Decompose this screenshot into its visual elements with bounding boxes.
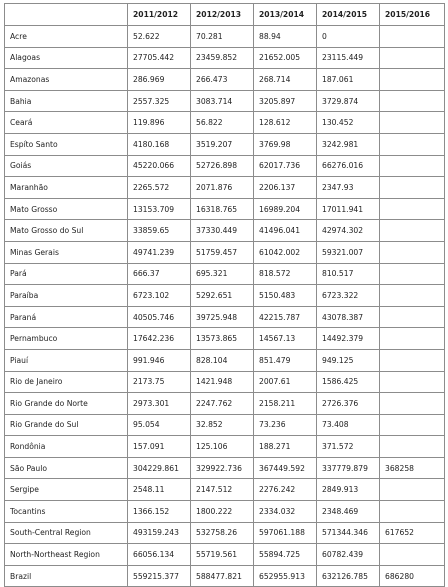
table-row: [5, 393, 445, 415]
region-name-cell: Pernambuco: [5, 328, 128, 350]
value-cell: 2247.762: [191, 393, 254, 415]
table-row: [5, 112, 445, 134]
region-name-cell: Paraná: [5, 306, 128, 328]
region-name-cell: Espíto Santo: [5, 133, 128, 155]
value-cell: 40505.746: [128, 306, 191, 328]
value-cell: 2276.242: [254, 479, 317, 501]
value-cell: 3242.981: [317, 133, 380, 155]
value-cell: 2548.11: [128, 479, 191, 501]
table-row: [5, 436, 445, 458]
value-cell: 128.612: [254, 112, 317, 134]
table-body: [5, 26, 445, 587]
table-row: [5, 263, 445, 285]
value-cell: 6723.102: [128, 285, 191, 307]
value-cell: 5292.651: [191, 285, 254, 307]
value-cell: 2265.572: [128, 177, 191, 199]
value-cell: 42215.787: [254, 306, 317, 328]
value-cell: 559215.377: [128, 565, 191, 587]
region-name-cell: Amazonas: [5, 69, 128, 91]
table-row: [5, 457, 445, 479]
value-cell: 666.37: [128, 263, 191, 285]
value-cell: 3205.897: [254, 90, 317, 112]
value-cell: 88.94: [254, 26, 317, 48]
header-cell-2013-2014: 2013/2014: [254, 4, 317, 26]
value-cell: 571344.346: [317, 522, 380, 544]
value-cell: 187.061: [317, 69, 380, 91]
value-cell: 2007.61: [254, 371, 317, 393]
value-cell: [380, 133, 445, 155]
value-cell: 17011.941: [317, 198, 380, 220]
value-cell: 14567.13: [254, 328, 317, 350]
value-cell: 3769.98: [254, 133, 317, 155]
value-cell: [380, 328, 445, 350]
value-cell: 62017.736: [254, 155, 317, 177]
header-cell-2011-2012: 2011/2012: [128, 4, 191, 26]
region-name-cell: Tocantins: [5, 501, 128, 523]
value-cell: 1586.425: [317, 371, 380, 393]
value-cell: [380, 436, 445, 458]
value-cell: 70.281: [191, 26, 254, 48]
region-name-cell: Alagoas: [5, 47, 128, 69]
value-cell: 1421.948: [191, 371, 254, 393]
value-cell: 157.091: [128, 436, 191, 458]
table-row: [5, 133, 445, 155]
value-cell: 5150.483: [254, 285, 317, 307]
value-cell: 266.473: [191, 69, 254, 91]
value-cell: 2348.469: [317, 501, 380, 523]
value-cell: 2071.876: [191, 177, 254, 199]
value-cell: [380, 285, 445, 307]
value-cell: [380, 177, 445, 199]
value-cell: 2849.913: [317, 479, 380, 501]
production-table: [4, 3, 445, 587]
header-cell-2014-2015: 2014/2015: [317, 4, 380, 26]
value-cell: 597061.188: [254, 522, 317, 544]
value-cell: [380, 393, 445, 415]
table-row: [5, 198, 445, 220]
value-cell: 2206.137: [254, 177, 317, 199]
value-cell: 16318.765: [191, 198, 254, 220]
value-cell: 14492.379: [317, 328, 380, 350]
value-cell: 13573.865: [191, 328, 254, 350]
value-cell: [380, 198, 445, 220]
value-cell: [380, 241, 445, 263]
region-name-cell: Goiás: [5, 155, 128, 177]
value-cell: 55894.725: [254, 544, 317, 566]
table-row: [5, 177, 445, 199]
value-cell: 949.125: [317, 349, 380, 371]
value-cell: 23115.449: [317, 47, 380, 69]
region-name-cell: North-Northeast Region: [5, 544, 128, 566]
value-cell: [380, 371, 445, 393]
table-row: [5, 47, 445, 69]
value-cell: 73.408: [317, 414, 380, 436]
value-cell: 52.622: [128, 26, 191, 48]
table-row: [5, 328, 445, 350]
value-cell: 21652.005: [254, 47, 317, 69]
table-row: [5, 69, 445, 91]
region-name-cell: Paraíba: [5, 285, 128, 307]
region-name-cell: Sergipe: [5, 479, 128, 501]
region-name-cell: Mato Grosso: [5, 198, 128, 220]
value-cell: 3083.714: [191, 90, 254, 112]
value-cell: 3519.207: [191, 133, 254, 155]
value-cell: [380, 306, 445, 328]
region-name-cell: Rondônia: [5, 436, 128, 458]
value-cell: [380, 479, 445, 501]
value-cell: 32.852: [191, 414, 254, 436]
value-cell: [380, 90, 445, 112]
region-name-cell: Maranhão: [5, 177, 128, 199]
value-cell: 119.896: [128, 112, 191, 134]
value-cell: 337779.879: [317, 457, 380, 479]
value-cell: [380, 220, 445, 242]
value-cell: 371.572: [317, 436, 380, 458]
region-name-cell: Acre: [5, 26, 128, 48]
value-cell: 188.271: [254, 436, 317, 458]
value-cell: 810.517: [317, 263, 380, 285]
value-cell: 367449.592: [254, 457, 317, 479]
region-name-cell: Rio de Janeiro: [5, 371, 128, 393]
value-cell: [380, 349, 445, 371]
value-cell: 2147.512: [191, 479, 254, 501]
value-cell: 16989.204: [254, 198, 317, 220]
table-row: [5, 501, 445, 523]
value-cell: 23459.852: [191, 47, 254, 69]
region-name-cell: Pará: [5, 263, 128, 285]
value-cell: 33859.65: [128, 220, 191, 242]
value-cell: 2726.376: [317, 393, 380, 415]
value-cell: 1366.152: [128, 501, 191, 523]
value-cell: 2173.75: [128, 371, 191, 393]
value-cell: 4180.168: [128, 133, 191, 155]
table-row: [5, 349, 445, 371]
value-cell: 6723.322: [317, 285, 380, 307]
region-name-cell: Minas Gerais: [5, 241, 128, 263]
value-cell: 130.452: [317, 112, 380, 134]
value-cell: 2347.93: [317, 177, 380, 199]
table-row: [5, 565, 445, 587]
value-cell: 73.236: [254, 414, 317, 436]
table-row: [5, 285, 445, 307]
value-cell: 2973.301: [128, 393, 191, 415]
region-name-cell: Bahia: [5, 90, 128, 112]
table-row: [5, 414, 445, 436]
value-cell: 51759.457: [191, 241, 254, 263]
header-cell-2015-2016: 2015/2016: [380, 4, 445, 26]
value-cell: 632126.785: [317, 565, 380, 587]
value-cell: 286.969: [128, 69, 191, 91]
value-cell: 2557.325: [128, 90, 191, 112]
value-cell: 59321.007: [317, 241, 380, 263]
table-row: [5, 90, 445, 112]
value-cell: 66276.016: [317, 155, 380, 177]
value-cell: 66056.134: [128, 544, 191, 566]
value-cell: 695.321: [191, 263, 254, 285]
value-cell: 1800.222: [191, 501, 254, 523]
region-name-cell: Brazil: [5, 565, 128, 587]
value-cell: 17642.236: [128, 328, 191, 350]
value-cell: [380, 26, 445, 48]
value-cell: 95.054: [128, 414, 191, 436]
table-row: [5, 26, 445, 48]
value-cell: 43078.387: [317, 306, 380, 328]
value-cell: 828.104: [191, 349, 254, 371]
value-cell: 39725.948: [191, 306, 254, 328]
region-name-cell: South-Central Region: [5, 522, 128, 544]
table-row: [5, 241, 445, 263]
region-name-cell: Piauí: [5, 349, 128, 371]
value-cell: 0: [317, 26, 380, 48]
region-name-cell: Ceará: [5, 112, 128, 134]
value-cell: 304229.861: [128, 457, 191, 479]
value-cell: 60782.439: [317, 544, 380, 566]
value-cell: 991.946: [128, 349, 191, 371]
value-cell: 41496.041: [254, 220, 317, 242]
header-cell-2012-2013: 2012/2013: [191, 4, 254, 26]
value-cell: 49741.239: [128, 241, 191, 263]
value-cell: 268.714: [254, 69, 317, 91]
table-row: [5, 522, 445, 544]
value-cell: 27705.442: [128, 47, 191, 69]
table-row: [5, 479, 445, 501]
region-name-cell: Rio Grande do Sul: [5, 414, 128, 436]
table-row: [5, 155, 445, 177]
region-name-cell: Rio Grande do Norte: [5, 393, 128, 415]
table-row: [5, 371, 445, 393]
value-cell: [380, 263, 445, 285]
value-cell: 588477.821: [191, 565, 254, 587]
value-cell: [380, 69, 445, 91]
value-cell: 329922.736: [191, 457, 254, 479]
value-cell: 61042.002: [254, 241, 317, 263]
value-cell: 851.479: [254, 349, 317, 371]
region-name-cell: Mato Grosso do Sul: [5, 220, 128, 242]
value-cell: 493159.243: [128, 522, 191, 544]
value-cell: 42974.302: [317, 220, 380, 242]
header-cell-region: [5, 4, 128, 26]
value-cell: 2334.032: [254, 501, 317, 523]
table-row: [5, 220, 445, 242]
header-row: [5, 4, 445, 26]
value-cell: 617652: [380, 522, 445, 544]
value-cell: 52726.898: [191, 155, 254, 177]
value-cell: 3729.874: [317, 90, 380, 112]
value-cell: 56.822: [191, 112, 254, 134]
value-cell: 2158.211: [254, 393, 317, 415]
region-name-cell: São Paulo: [5, 457, 128, 479]
value-cell: [380, 155, 445, 177]
table-row: [5, 306, 445, 328]
value-cell: 125.106: [191, 436, 254, 458]
value-cell: 652955.913: [254, 565, 317, 587]
table-header: [5, 4, 445, 26]
value-cell: 368258: [380, 457, 445, 479]
value-cell: 686280: [380, 565, 445, 587]
value-cell: 55719.561: [191, 544, 254, 566]
value-cell: [380, 47, 445, 69]
value-cell: [380, 112, 445, 134]
value-cell: 818.572: [254, 263, 317, 285]
value-cell: [380, 414, 445, 436]
value-cell: 37330.449: [191, 220, 254, 242]
value-cell: 532758.26: [191, 522, 254, 544]
value-cell: 45220.066: [128, 155, 191, 177]
value-cell: 13153.709: [128, 198, 191, 220]
value-cell: [380, 501, 445, 523]
